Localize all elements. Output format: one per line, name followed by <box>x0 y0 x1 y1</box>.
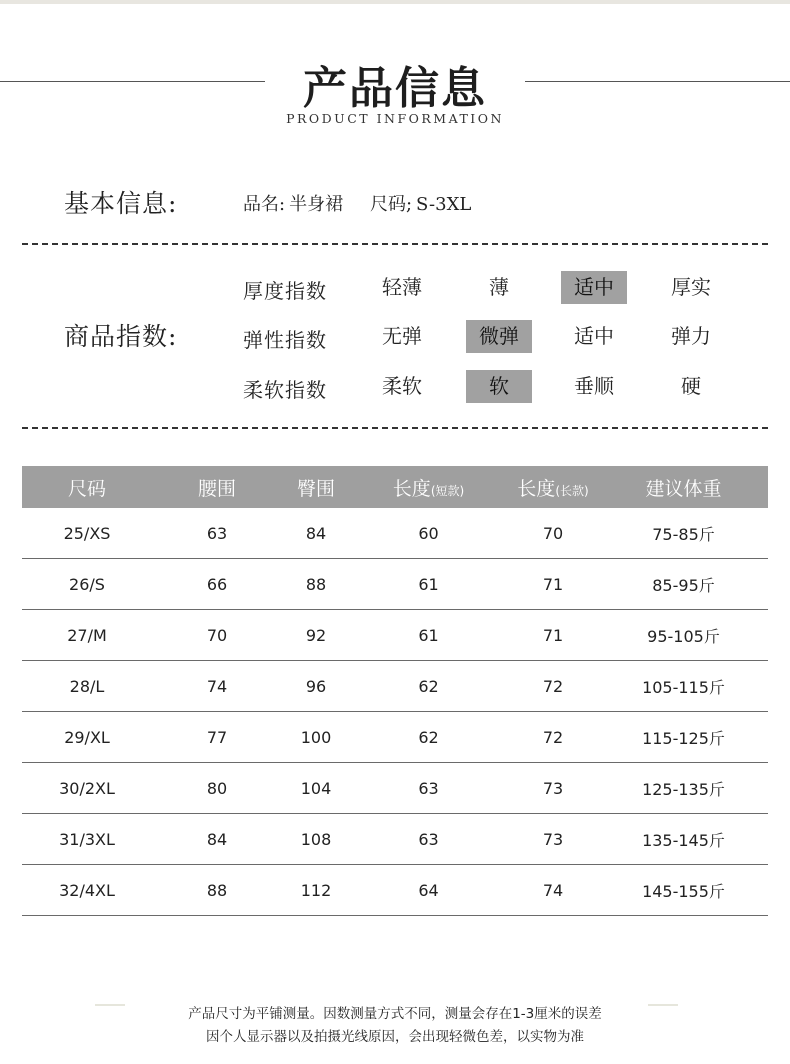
table-cell: 25/XS <box>63 523 111 543</box>
index-name: 弹性指数 <box>243 328 327 352</box>
index-option: 垂顺 <box>574 374 614 398</box>
header-length-short-note: (短款) <box>430 483 465 498</box>
table-cell: 63 <box>418 778 439 798</box>
header-hip: 臀围 <box>296 477 335 500</box>
table-cell: 66 <box>206 574 228 594</box>
table-cell: 92 <box>305 625 327 645</box>
table-cell: 74 <box>206 676 228 696</box>
table-cell: 135-145斤 <box>642 830 725 850</box>
table-row <box>22 712 768 763</box>
table-row <box>22 814 768 865</box>
index-option: 弹力 <box>671 324 711 348</box>
size-table <box>22 466 768 916</box>
table-row <box>22 610 768 661</box>
index-row <box>0 320 790 354</box>
table-cell: 72 <box>542 727 564 747</box>
table-row <box>22 763 768 814</box>
name-label: 品名: <box>243 194 286 215</box>
dashed-divider <box>22 243 768 245</box>
index-option: 厚实 <box>671 275 711 299</box>
page-subtitle: PRODUCT INFORMATION <box>286 111 504 126</box>
page-title: 产品信息 <box>303 63 487 114</box>
table-cell: 88 <box>305 574 327 594</box>
basic-info-label: 基本信息: <box>64 189 178 218</box>
index-row <box>0 271 790 305</box>
table-cell: 71 <box>542 574 564 594</box>
index-option-selected: 微弹 <box>466 320 532 353</box>
table-cell: 63 <box>206 523 228 543</box>
table-cell: 70 <box>542 523 564 543</box>
table-cell: 145-155斤 <box>642 881 725 901</box>
index-option: 轻薄 <box>382 275 422 299</box>
table-cell: 64 <box>418 880 439 900</box>
table-cell: 73 <box>542 778 564 798</box>
table-cell: 125-135斤 <box>642 779 725 799</box>
index-row <box>0 370 790 404</box>
table-cell: 95-105斤 <box>647 626 720 646</box>
table-cell: 62 <box>418 727 439 747</box>
header-size: 尺码 <box>67 477 106 500</box>
table-cell: 27/M <box>67 625 107 645</box>
index-option-selected: 软 <box>466 370 532 403</box>
table-cell: 28/L <box>69 676 105 696</box>
table-cell: 62 <box>418 676 439 696</box>
size-label: 尺码; <box>369 194 413 215</box>
table-cell: 61 <box>418 574 439 594</box>
product-index-label: 商品指数: <box>64 322 178 351</box>
table-row <box>22 508 768 559</box>
table-cell: 60 <box>418 523 439 543</box>
name-value: 半身裙 <box>289 194 344 215</box>
index-option: 无弹 <box>382 324 422 348</box>
table-cell: 61 <box>418 625 439 645</box>
footer-note-2: 因个人显示器以及拍摄光线原因，会出现轻微色差，以实物为准 <box>206 1029 584 1045</box>
table-cell: 77 <box>206 727 228 747</box>
table-cell: 75-85斤 <box>652 524 715 544</box>
table-cell: 108 <box>300 829 332 849</box>
table-cell: 84 <box>305 523 327 543</box>
table-cell: 29/XL <box>64 727 110 747</box>
table-cell: 88 <box>206 880 228 900</box>
index-name: 厚度指数 <box>243 279 327 303</box>
table-cell: 115-125斤 <box>642 728 725 748</box>
dashed-divider <box>22 427 768 429</box>
table-cell: 63 <box>418 829 439 849</box>
header-length-long-note: (长款) <box>555 483 589 498</box>
table-cell: 84 <box>206 829 228 849</box>
table-row <box>22 865 768 916</box>
table-cell: 71 <box>542 625 564 645</box>
table-cell: 100 <box>300 727 332 747</box>
header-length-short-label: 长度 <box>392 477 431 500</box>
table-cell: 31/3XL <box>59 829 115 849</box>
basic-info-text <box>243 190 475 216</box>
header-length-long-label: 长度 <box>517 477 556 500</box>
table-cell: 74 <box>542 880 564 900</box>
footer-note-1: 产品尺寸为平铺测量。因数测量方式不同，测量会存在1-3厘米的误差 <box>188 1006 602 1022</box>
index-option: 薄 <box>489 275 509 299</box>
header-length-long <box>507 474 599 501</box>
size-value: S-3XL <box>416 194 472 215</box>
table-cell: 30/2XL <box>59 778 115 798</box>
table-cell: 26/S <box>69 574 105 594</box>
top-border <box>0 0 790 4</box>
index-option: 适中 <box>574 324 614 348</box>
header-weight: 建议体重 <box>645 477 722 500</box>
table-cell: 80 <box>206 778 228 798</box>
table-cell: 105-115斤 <box>642 677 725 697</box>
table-cell: 104 <box>300 778 332 798</box>
table-row <box>22 559 768 610</box>
index-name: 柔软指数 <box>243 378 327 402</box>
table-cell: 32/4XL <box>59 880 115 900</box>
table-cell: 96 <box>305 676 327 696</box>
index-option-selected: 适中 <box>561 271 627 304</box>
table-cell: 72 <box>542 676 564 696</box>
index-option: 柔软 <box>382 374 422 398</box>
table-cell: 70 <box>206 625 228 645</box>
table-cell: 85-95斤 <box>652 575 715 595</box>
table-row <box>22 661 768 712</box>
index-option: 硬 <box>681 374 701 398</box>
header-waist: 腰围 <box>197 477 236 500</box>
table-cell: 73 <box>542 829 564 849</box>
table-body <box>22 508 768 916</box>
table-header <box>22 466 768 508</box>
table-cell: 112 <box>300 880 332 900</box>
header-length-short <box>350 474 507 501</box>
